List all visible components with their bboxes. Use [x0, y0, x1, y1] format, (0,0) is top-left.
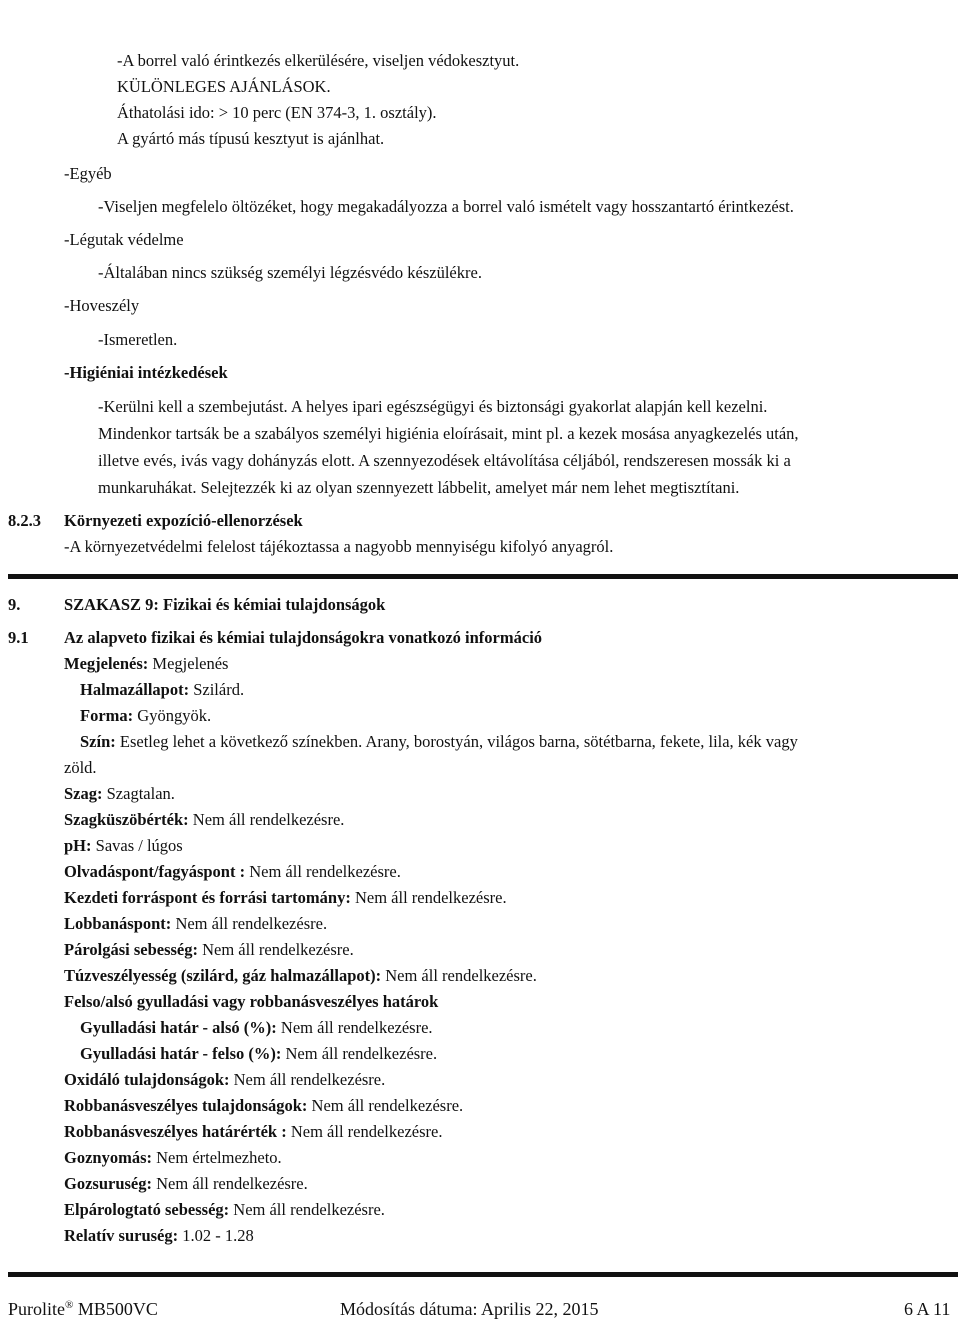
prop-upper-limit: Gyulladási határ - felso (%): Nem áll rendelkezésre.	[80, 1044, 438, 1063]
other-protection-text: -Viseljen megfelelo öltözéket, hogy megakadályozza a borrel való ismételt vagy hosszantartó érintkezést.	[98, 197, 794, 216]
prop-explosive: Robbanásveszélyes tulajdonságok: Nem áll rendelkezésre.	[64, 1096, 464, 1115]
prop-vapor-pressure: Goznyomás: Nem értelmezheto.	[64, 1148, 282, 1167]
prop-boiling-point: Kezdeti forráspont és forrási tartomány: Nem áll rendelkezésre.	[64, 888, 507, 907]
prop-lower-limit: Gyulladási határ - alsó (%): Nem áll rendelkezésre.	[80, 1018, 433, 1037]
prop-ph: pH: Savas / lúgos	[64, 836, 183, 855]
hygiene-line-1: -Kerülni kell a szembejutást. A helyes ipari egészségügyi és biztonsági gyakorlat alapján kell kezelni.	[98, 397, 768, 416]
respiratory-heading: -Légutak védelme	[64, 230, 184, 249]
footer-revision-date: Módosítás dátuma: Aprilis 22, 2015	[340, 1299, 599, 1319]
section-8-2-3-number: 8.2.3	[8, 511, 41, 530]
prop-evaporation-rate: Párolgási sebesség: Nem áll rendelkezésre.	[64, 940, 354, 959]
glove-line-3: Áthatolási ido: > 10 perc (EN 374-3, 1. osztály).	[117, 103, 437, 122]
footer-divider	[8, 1272, 958, 1277]
prop-appearance: Megjelenés: Megjelenés	[64, 654, 229, 673]
prop-odor-threshold: Szagküszöbérték: Nem áll rendelkezésre.	[64, 810, 345, 829]
glove-line-4: A gyártó más típusú kesztyut is ajánlhat.	[117, 129, 385, 148]
prop-flammability: Túzveszélyesség (szilárd, gáz halmazállapot): Nem áll rendelkezésre.	[64, 966, 537, 985]
section-9-title: SZAKASZ 9: Fizikai és kémiai tulajdonságok	[64, 595, 386, 614]
prop-color: Szín: Esetleg lehet a következő színekben. Arany, borostyán, világos barna, sötétbarna, fekete, lila, kék vagy	[80, 732, 798, 751]
section-9-number: 9.	[8, 595, 21, 614]
hygiene-heading: -Higiéniai intézkedések	[64, 363, 228, 382]
hygiene-line-3: illetve evés, ivás vagy dohányzás elott. A szennyezodések eltávolítása céljából, rendszeresen mossák ki a	[98, 451, 791, 470]
glove-line-1: -A borrel való érintkezés elkerülésére, viseljen védokesztyut.	[117, 51, 520, 70]
glove-line-2: KÜLÖNLEGES AJÁNLÁSOK.	[117, 77, 331, 96]
prop-oxidizing: Oxidáló tulajdonságok: Nem áll rendelkezésre.	[64, 1070, 386, 1089]
section-9-1-title: Az alapveto fizikai és kémiai tulajdonságokra vonatkozó információ	[64, 628, 543, 647]
footer-product-name: MB500VC	[77, 1299, 158, 1319]
hygiene-line-4: munkaruhákat. Selejtezzék ki az olyan szennyezett lábbelit, amelyet már nem lehet megtisztítani.	[98, 478, 740, 497]
thermal-hazard-text: -Ismeretlen.	[98, 330, 178, 349]
prop-flash-point: Lobbanáspont: Nem áll rendelkezésre.	[64, 914, 328, 933]
section-8-2-3-title: Környezeti expozíció-ellenorzések	[64, 511, 303, 530]
registered-mark: ®	[65, 1299, 74, 1311]
prop-form: Forma: Gyöngyök.	[80, 706, 212, 725]
prop-melting-point: Olvadáspont/fagyáspont : Nem áll rendelkezésre.	[64, 862, 401, 881]
prop-relative-density: Relatív suruség: 1.02 - 1.28	[64, 1226, 254, 1245]
prop-evaporation-speed: Elpárologtató sebesség: Nem áll rendelkezésre.	[64, 1200, 385, 1219]
section-divider	[8, 574, 958, 579]
section-9-1-number: 9.1	[8, 628, 29, 647]
footer-brand: Purolite	[8, 1299, 65, 1319]
footer-page-number: 6 A 11	[904, 1299, 951, 1319]
other-protection-heading: -Egyéb	[64, 164, 112, 183]
prop-explosive-limits: Felso/alsó gyulladási vagy robbanásveszélyes határok	[64, 992, 439, 1011]
prop-odor: Szag: Szagtalan.	[64, 784, 175, 803]
prop-vapor-density: Gozsuruség: Nem áll rendelkezésre.	[64, 1174, 308, 1193]
thermal-hazard-heading: -Hoveszély	[64, 296, 140, 315]
footer-product	[8, 1296, 158, 1322]
hygiene-line-2: Mindenkor tartsák be a szabályos személyi higiénia eloírásait, mint pl. a kezek mosása anyagkezelés után,	[98, 424, 799, 443]
prop-state: Halmazállapot: Szilárd.	[80, 680, 245, 699]
prop-color-cont: zöld.	[64, 758, 97, 777]
section-8-2-3-text: -A környezetvédelmi felelost tájékoztassa a nagyobb mennyiségu kifolyó anyagról.	[64, 537, 614, 556]
prop-explosive-limit-value: Robbanásveszélyes határérték : Nem áll rendelkezésre.	[64, 1122, 443, 1141]
respiratory-text: -Általában nincs szükség személyi légzésvédo készülékre.	[98, 263, 482, 282]
